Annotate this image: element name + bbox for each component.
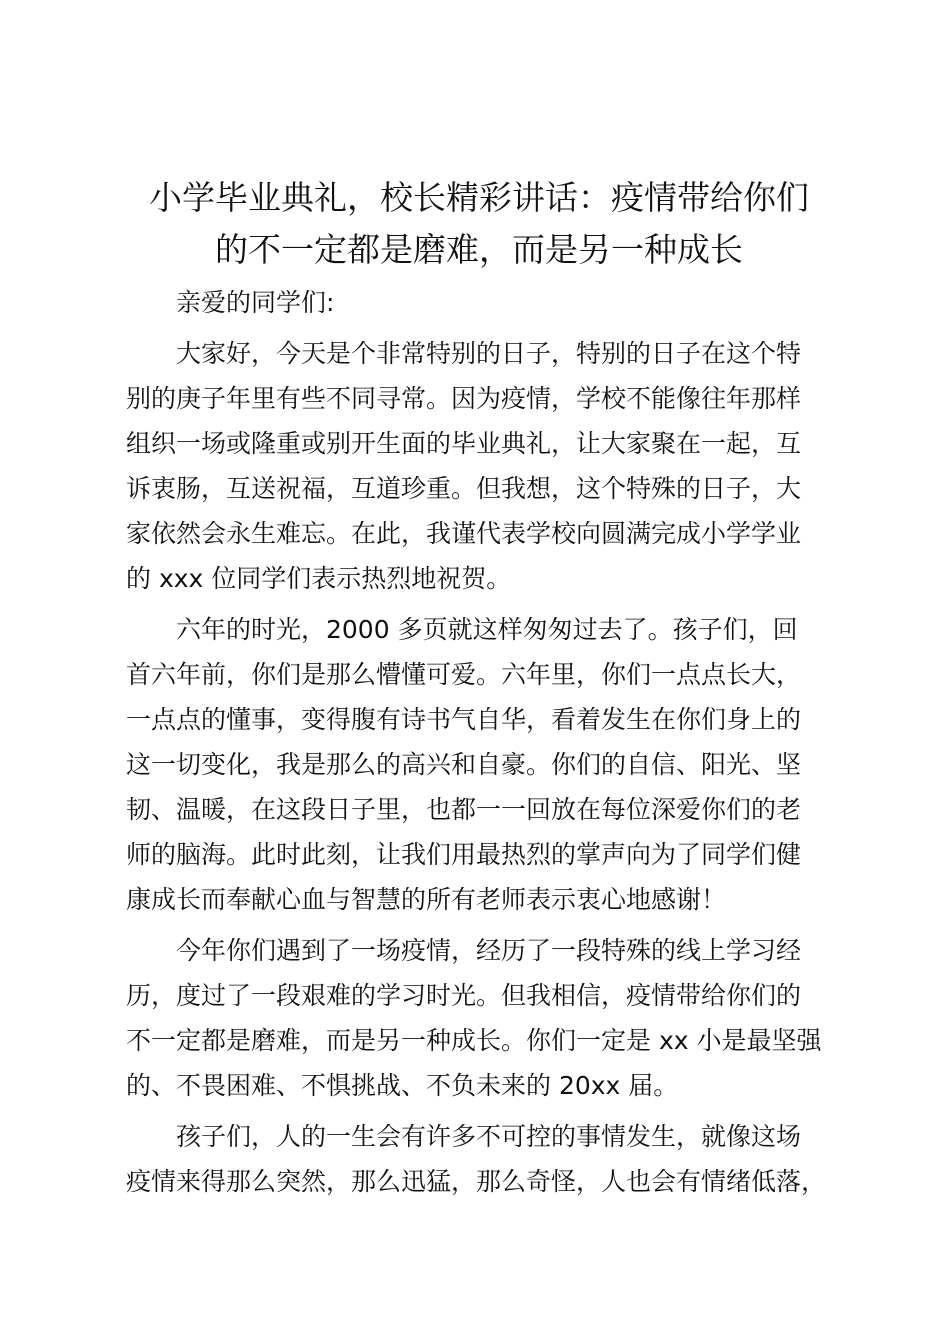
document-page — [126, 172, 832, 1204]
paragraph-line: 这一切变化，我是那么的高兴和自豪。你们的自信、阳光、坚 — [126, 750, 802, 779]
paragraph-1 — [126, 331, 832, 601]
paragraph-line: 韧、温暖，在这段日子里，也都一一回放在每位深爱你们的老 — [126, 795, 802, 824]
paragraph-line: 的、不畏困难、不惧挑战、不负未来的 20xx 届。 — [126, 1071, 679, 1100]
paragraph-line: 疫情来得那么突然，那么迅猛，那么奇怪，人也会有情绪低落， — [126, 1167, 827, 1196]
paragraph-4 — [126, 1114, 832, 1204]
paragraph-line: 历，度过了一段艰难的学习时光。但我相信，疫情带给你们的 — [126, 981, 802, 1010]
paragraph-line: 组织一场或隆重或别开生面的毕业典礼，让大家聚在一起，互 — [126, 429, 802, 458]
paragraph-line: 一点点的懂事，变得腹有诗书气自华，看着发生在你们身上的 — [126, 705, 802, 734]
paragraph-line: 六年的时光，2000 多页就这样匆匆过去了。孩子们，回 — [176, 615, 798, 644]
paragraph-line: 别的庚子年里有些不同寻常。因为疫情，学校不能像往年那样 — [126, 384, 802, 413]
greeting: 亲爱的同学们: — [176, 288, 335, 317]
paragraph-line: 今年你们遇到了一场疫情，经历了一段特殊的线上学习经 — [176, 936, 802, 965]
paragraph-line: 家依然会永生难忘。在此，我谨代表学校向圆满完成小学学业 — [126, 519, 802, 548]
paragraph-line: 不一定都是磨难，而是另一种成长。你们一定是 xx 小是最坚强 — [126, 1026, 822, 1055]
title-line-2: 的不一定都是磨难，而是另一种成长 — [215, 230, 743, 269]
title-line-1: 小学毕业典礼，校长精彩讲话：疫情带给你们 — [149, 178, 809, 217]
paragraph-line: 诉衷肠，互送祝福，互道珍重。但我想，这个特殊的日子，大 — [126, 474, 802, 503]
paragraph-3 — [126, 928, 832, 1108]
paragraph-line: 孩子们，人的一生会有许多不可控的事情发生，就像这场 — [176, 1122, 802, 1151]
paragraph-line: 师的脑海。此时此刻，让我们用最热烈的掌声向为了同学们健 — [126, 840, 802, 869]
paragraph-line: 的 xxx 位同学们表示热烈地祝贺。 — [126, 564, 512, 593]
paragraph-2 — [126, 607, 832, 922]
paragraph-line: 康成长而奉献心血与智慧的所有老师表示衷心地感谢！ — [126, 885, 727, 914]
document-title — [126, 172, 832, 276]
paragraph-line: 首六年前，你们是那么懵懂可爱。六年里，你们一点点长大， — [126, 660, 802, 689]
paragraph-line: 大家好，今天是个非常特别的日子，特别的日子在这个特 — [176, 339, 802, 368]
